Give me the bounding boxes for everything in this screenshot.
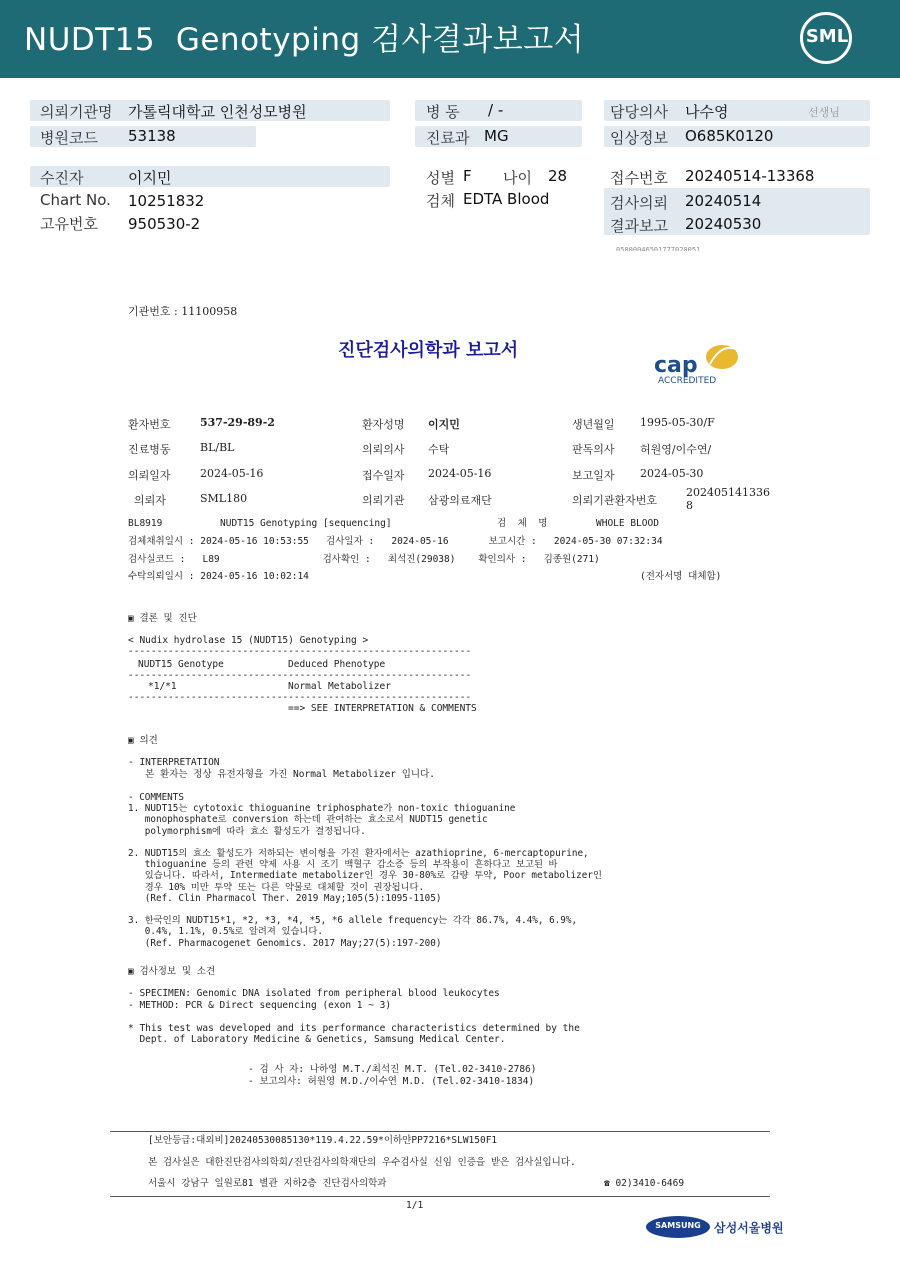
footer-rule <box>110 1131 770 1132</box>
request-value: 20240514 <box>685 192 762 210</box>
dept-label: 진료과 <box>426 129 470 147</box>
f-reqpat-2: 8 <box>686 499 693 512</box>
clinical-value: O685K0120 <box>685 127 774 145</box>
f-reqpat-label: 의뢰기관환자번호 <box>572 494 658 507</box>
meta-row-3: 수탁의뢰일시 : 2024-05-16 10:02:14 <box>128 571 309 582</box>
f-birth-label: 생년월일 <box>572 418 615 431</box>
col-phenotype-header: Deduced Phenotype <box>288 659 386 670</box>
f-repdate-label: 보고일자 <box>572 469 615 482</box>
f-requester-label: 의뢰자 <box>134 494 166 507</box>
f-reqdate-label: 의뢰일자 <box>128 469 171 482</box>
receipt-label: 접수번호 <box>610 169 668 187</box>
request-label: 검사의뢰 <box>610 194 668 212</box>
chart-label: Chart No. <box>40 191 111 209</box>
footer-rule <box>110 1196 770 1197</box>
institution-label: 의뢰기관명 <box>40 103 113 121</box>
institution-value: 가톨릭대학교 인천성모병원 <box>128 103 307 121</box>
f-reqinst-label: 의뢰기관 <box>362 494 405 507</box>
col-genotype-header: NUDT15 Genotype <box>138 659 224 670</box>
patient-value: 이지민 <box>128 169 172 187</box>
hospital-name: 삼성서울병원 <box>714 1221 784 1235</box>
report-value: 20240530 <box>685 215 762 233</box>
test-code: BL8919 <box>128 518 163 529</box>
age-value: 28 <box>548 167 568 185</box>
f-birth: 1995-05-30/F <box>640 416 715 429</box>
meta-row-2: 검사실코드 : L89 검사확인 : 최석진(29038) 확인의사 : 김종원(271) <box>128 554 600 565</box>
doctor-label: 담당의사 <box>610 103 668 121</box>
e-sign-note: (전자서명 대체함) <box>640 571 722 582</box>
section-conclusion: ▣ 결론 및 진단 <box>128 613 197 624</box>
specimen-label: 검체 <box>426 192 455 210</box>
id-label: 고유번호 <box>40 215 98 233</box>
sex-label: 성별 <box>426 169 455 187</box>
f-ward: BL/BL <box>200 441 235 454</box>
chart-value: 10251832 <box>128 192 205 210</box>
interpretation: - INTERPRETATION 본 환자는 정상 유전자형을 가진 Normal Metabolizer 입니다. <box>128 757 435 780</box>
barcode-text: 05000046501777020051 <box>616 246 701 251</box>
security-line: [보안등급:대외비]20240530085130*119.4.22.59*이하얀PP7216*SLW150F1 <box>148 1135 498 1146</box>
ward-value: / - <box>488 101 504 119</box>
f-recdate: 2024-05-16 <box>428 467 492 480</box>
accreditation-note: 본 검사실은 대한진단검사의학회/진단검사의학재단의 우수검사실 신임 인증을 받은 검사실입니다. <box>148 1157 576 1168</box>
f-recdate-label: 접수일자 <box>362 469 405 482</box>
test-name: NUDT15 Genotyping [sequencing] <box>220 518 392 529</box>
f-name-label: 환자성명 <box>362 418 405 431</box>
age-label: 나이 <box>503 169 532 187</box>
f-patno-label: 환자번호 <box>128 418 171 431</box>
samsung-text: SAMSUNG <box>655 1221 701 1230</box>
footer-phone: ☎ 02)3410-6469 <box>604 1178 685 1189</box>
signers: - 검 사 자: 나하영 M.T./최석진 M.T. (Tel.02-3410-2786) - 보고의사: 허원영 M.D./이수연 M.D. (Tel.02-3410-1834) <box>248 1064 537 1087</box>
ward-label: 병 동 <box>426 103 460 121</box>
specimen-name-label: 검 체 명 <box>497 518 548 529</box>
hospital-code-label: 병원코드 <box>40 129 98 147</box>
specimen-name: WHOLE BLOOD <box>596 518 659 529</box>
f-reqinst: 삼광의료재단 <box>428 494 492 507</box>
patient-row <box>30 166 390 187</box>
dept-value: MG <box>484 127 509 145</box>
f-reqpat-1: 202405141336 <box>686 486 770 499</box>
cap-text: cap <box>654 353 698 378</box>
id-value: 950530-2 <box>128 215 201 233</box>
patient-label: 수진자 <box>40 169 84 187</box>
f-reqdoc: 수탁 <box>428 443 450 456</box>
genotype-value: *1/*1 <box>148 681 177 692</box>
specimen-method: - SPECIMEN: Genomic DNA isolated from peripheral blood leukocytes - METHOD: PCR & Direct sequencing (exon 1 ~ 3) * This test was developed and its performance characteristics determined by the Dept. of Laboratory Medicine & Genetics, Samsung Medical Center. <box>128 988 580 1045</box>
logo-text: SML <box>805 26 849 47</box>
inst-number: 기관번호 : 11100958 <box>128 305 238 318</box>
sex-value: F <box>463 167 472 185</box>
divider: ------------------------------------------------------------ <box>128 646 472 657</box>
meta-row-1: 검체채취일시 : 2024-05-16 10:53:55 검사일자 : 2024-05-16 보고시간 : 2024-05-30 07:32:34 <box>128 536 663 547</box>
see-comments: ==> SEE INTERPRETATION & COMMENTS <box>288 703 477 714</box>
f-ward-label: 진료병동 <box>128 443 171 456</box>
f-name: 이지민 <box>428 418 460 431</box>
comments: - COMMENTS 1. NUDT15는 cytotoxic thioguanine triphosphate가 non-toxic thioguanine monophosphate로 conversion 하는데 관여하는 효소로서 NUDT15 genetic polymorphism에 따라 효소 활성도가 결정됩니다. 2. NUDT15의 효소 활성도가 저하되는 변이형을 가진 환자에서는 azathioprine, 6-mercaptopurine, thioguanine 등의 관련 약제 사용 시 조기 백혈구 감소증 등의 부작용이 흔하다고 보고된 바 있습니다. 따라서, Intermediate metabolizer인 경우 30-80%로 감량 투약, Poor metabolizer인 경우 10% 미만 투약 또는 다른 약물로 대체할 것이 권장됩니다. (Ref. Clin Pharmacol Ther. 2019 May;105(5):1095-1105) 3. 한국인의 NUDT15*1, *2, *3, *4, *5, *6 allele frequency는 각각 86.7%, 4.4%, 6.9%, 0.4%, 1.1%, 0.5%로 알려져 있습니다. (Ref. Pharmacogenet Genomics. 2017 May;27(5):197-200) <box>128 792 602 949</box>
receipt-value: 20240514-13368 <box>685 167 815 185</box>
report-title: 진단검사의학과 보고서 <box>338 340 519 361</box>
footer-address: 서울시 강남구 일원로81 별관 지하2층 진단검사의학과 <box>148 1178 387 1189</box>
genotype-title: < Nudix hydrolase 15 (NUDT15) Genotyping > <box>128 635 369 646</box>
hospital-code-value: 53138 <box>128 127 176 145</box>
phenotype-value: Normal Metabolizer <box>288 681 391 692</box>
f-requester: SML180 <box>200 492 248 505</box>
divider: ------------------------------------------------------------ <box>128 692 472 703</box>
page-title: NUDT15 Genotyping 검사결과보고서 <box>24 22 585 58</box>
cap-sub-text: ACCREDITED <box>658 376 717 386</box>
f-reader: 허원영/이수연/ <box>640 443 712 456</box>
f-patno: 537-29-89-2 <box>200 416 275 429</box>
doctor-value: 나수영 <box>685 103 729 121</box>
report-label: 결과보고 <box>610 217 668 235</box>
f-reqdate: 2024-05-16 <box>200 467 264 480</box>
page-number: 1/1 <box>406 1200 424 1211</box>
doctor-suffix: 선생님 <box>808 106 840 119</box>
clinical-label: 임상정보 <box>610 129 668 147</box>
section-test-info: ▣ 검사정보 및 소견 <box>128 966 216 977</box>
f-reqdoc-label: 의뢰의사 <box>362 443 405 456</box>
section-opinion: ▣ 의견 <box>128 735 158 746</box>
cap-accredited-icon <box>652 342 744 386</box>
divider: ------------------------------------------------------------ <box>128 670 472 681</box>
f-reader-label: 판독의사 <box>572 443 615 456</box>
f-repdate: 2024-05-30 <box>640 467 704 480</box>
specimen-value: EDTA Blood <box>463 190 550 208</box>
